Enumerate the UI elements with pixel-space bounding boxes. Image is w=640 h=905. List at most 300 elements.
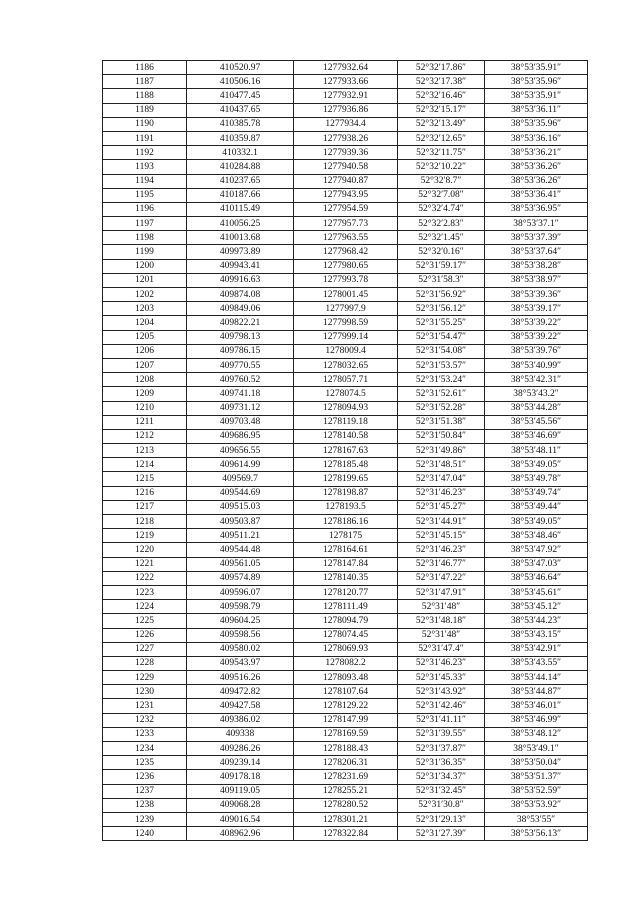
longitude-cell: 38°53′36.95″ — [485, 202, 588, 216]
point-number-cell: 1217 — [103, 500, 187, 514]
latitude-cell: 52°31′48.51″ — [398, 458, 485, 472]
point-number-cell: 1193 — [103, 160, 187, 174]
longitude-cell: 38°53′35.96″ — [485, 75, 588, 89]
x-coordinate-cell: 409574.89 — [187, 571, 294, 585]
point-number-cell: 1188 — [103, 89, 187, 103]
longitude-cell: 38°53′38.97″ — [485, 273, 588, 287]
table-row — [103, 373, 588, 387]
y-coordinate-cell: 1278231.69 — [294, 770, 398, 784]
longitude-cell: 38°53′39.36″ — [485, 288, 588, 302]
latitude-cell: 52°31′32.45″ — [398, 784, 485, 798]
x-coordinate-cell: 409786.15 — [187, 344, 294, 358]
table-row — [103, 458, 588, 472]
y-coordinate-cell: 1277993.78 — [294, 273, 398, 287]
x-coordinate-cell: 410056.25 — [187, 217, 294, 231]
latitude-cell: 52°31′58.3″ — [398, 273, 485, 287]
table-row — [103, 273, 588, 287]
point-number-cell: 1197 — [103, 217, 187, 231]
latitude-cell: 52°31′55.25″ — [398, 316, 485, 330]
point-number-cell: 1208 — [103, 373, 187, 387]
y-coordinate-cell: 1277940.58 — [294, 160, 398, 174]
x-coordinate-cell: 409943.41 — [187, 259, 294, 273]
table-row — [103, 585, 588, 599]
x-coordinate-cell: 409731.12 — [187, 401, 294, 415]
y-coordinate-cell: 1278185.48 — [294, 458, 398, 472]
y-coordinate-cell: 1277997.9 — [294, 302, 398, 316]
table-row — [103, 344, 588, 358]
point-number-cell: 1238 — [103, 798, 187, 812]
latitude-cell: 52°31′45.15″ — [398, 529, 485, 543]
latitude-cell: 52°31′43.92″ — [398, 685, 485, 699]
longitude-cell: 38°53′35.96″ — [485, 117, 588, 131]
point-number-cell: 1228 — [103, 656, 187, 670]
latitude-cell: 52°32′15.17″ — [398, 103, 485, 117]
longitude-cell: 38°53′39.76″ — [485, 344, 588, 358]
table-row — [103, 529, 588, 543]
x-coordinate-cell: 409286.26 — [187, 742, 294, 756]
table-row — [103, 614, 588, 628]
y-coordinate-cell: 1278107.64 — [294, 685, 398, 699]
longitude-cell: 38°53′46.01″ — [485, 699, 588, 713]
table-row — [103, 387, 588, 401]
latitude-cell: 52°31′46.23″ — [398, 656, 485, 670]
point-number-cell: 1216 — [103, 486, 187, 500]
latitude-cell: 52°31′54.47″ — [398, 330, 485, 344]
latitude-cell: 52°31′45.27″ — [398, 500, 485, 514]
point-number-cell: 1192 — [103, 146, 187, 160]
longitude-cell: 38°53′36.41″ — [485, 188, 588, 202]
table-row — [103, 699, 588, 713]
y-coordinate-cell: 1278322.84 — [294, 827, 398, 841]
table-row — [103, 756, 588, 770]
x-coordinate-cell: 409386.02 — [187, 713, 294, 727]
latitude-cell: 52°31′30.8″ — [398, 798, 485, 812]
y-coordinate-cell: 1278032.65 — [294, 358, 398, 372]
y-coordinate-cell: 1277933.66 — [294, 75, 398, 89]
point-number-cell: 1201 — [103, 273, 187, 287]
longitude-cell: 38°53′49.74″ — [485, 486, 588, 500]
x-coordinate-cell: 409686.95 — [187, 429, 294, 443]
coordinates-table — [102, 60, 588, 841]
point-number-cell: 1219 — [103, 529, 187, 543]
point-number-cell: 1190 — [103, 117, 187, 131]
latitude-cell: 52°31′29.13″ — [398, 812, 485, 826]
table-row — [103, 515, 588, 529]
y-coordinate-cell: 1278129.22 — [294, 699, 398, 713]
latitude-cell: 52°31′47.04″ — [398, 472, 485, 486]
latitude-cell: 52°31′47.4″ — [398, 642, 485, 656]
y-coordinate-cell: 1277943.95 — [294, 188, 398, 202]
y-coordinate-cell: 1277980.65 — [294, 259, 398, 273]
longitude-cell: 38°53′37.1″ — [485, 217, 588, 231]
latitude-cell: 52°31′59.17″ — [398, 259, 485, 273]
point-number-cell: 1210 — [103, 401, 187, 415]
latitude-cell: 52°31′47.91″ — [398, 585, 485, 599]
longitude-cell: 38°53′44.23″ — [485, 614, 588, 628]
longitude-cell: 38°53′47.92″ — [485, 543, 588, 557]
table-row — [103, 131, 588, 145]
point-number-cell: 1221 — [103, 557, 187, 571]
table-row — [103, 288, 588, 302]
longitude-cell: 38°53′45.61″ — [485, 585, 588, 599]
table-row — [103, 685, 588, 699]
point-number-cell: 1226 — [103, 628, 187, 642]
x-coordinate-cell: 410437.65 — [187, 103, 294, 117]
table-row — [103, 557, 588, 571]
point-number-cell: 1205 — [103, 330, 187, 344]
longitude-cell: 38°53′44.28″ — [485, 401, 588, 415]
table-row — [103, 330, 588, 344]
point-number-cell: 1222 — [103, 571, 187, 585]
x-coordinate-cell: 409472.82 — [187, 685, 294, 699]
x-coordinate-cell: 409798.13 — [187, 330, 294, 344]
x-coordinate-cell: 409580.02 — [187, 642, 294, 656]
x-coordinate-cell: 409515.03 — [187, 500, 294, 514]
table-row — [103, 600, 588, 614]
y-coordinate-cell: 1277968.42 — [294, 245, 398, 259]
latitude-cell: 52°31′49.86″ — [398, 444, 485, 458]
longitude-cell: 38°53′37.39″ — [485, 231, 588, 245]
point-number-cell: 1212 — [103, 429, 187, 443]
longitude-cell: 38°53′42.31″ — [485, 373, 588, 387]
x-coordinate-cell: 409119.05 — [187, 784, 294, 798]
point-number-cell: 1240 — [103, 827, 187, 841]
longitude-cell: 38°53′37.64″ — [485, 245, 588, 259]
y-coordinate-cell: 1278193.5 — [294, 500, 398, 514]
x-coordinate-cell: 409503.87 — [187, 515, 294, 529]
latitude-cell: 52°32′2.83″ — [398, 217, 485, 231]
latitude-cell: 52°32′13.49″ — [398, 117, 485, 131]
x-coordinate-cell: 409874.08 — [187, 288, 294, 302]
x-coordinate-cell: 410237.65 — [187, 174, 294, 188]
longitude-cell: 38°53′55″ — [485, 812, 588, 826]
point-number-cell: 1204 — [103, 316, 187, 330]
x-coordinate-cell: 409598.56 — [187, 628, 294, 642]
table-row — [103, 401, 588, 415]
longitude-cell: 38°53′44.87″ — [485, 685, 588, 699]
point-number-cell: 1199 — [103, 245, 187, 259]
longitude-cell: 38°53′40.99″ — [485, 358, 588, 372]
y-coordinate-cell: 1278198.87 — [294, 486, 398, 500]
y-coordinate-cell: 1278188.43 — [294, 742, 398, 756]
table-row — [103, 727, 588, 741]
longitude-cell: 38°53′49.44″ — [485, 500, 588, 514]
x-coordinate-cell: 410013.68 — [187, 231, 294, 245]
point-number-cell: 1215 — [103, 472, 187, 486]
table-row — [103, 89, 588, 103]
y-coordinate-cell: 1278120.77 — [294, 585, 398, 599]
y-coordinate-cell: 1278094.93 — [294, 401, 398, 415]
table-row — [103, 415, 588, 429]
y-coordinate-cell: 1278009.4 — [294, 344, 398, 358]
longitude-cell: 38°53′43.15″ — [485, 628, 588, 642]
y-coordinate-cell: 1278074.5 — [294, 387, 398, 401]
longitude-cell: 38°53′47.03″ — [485, 557, 588, 571]
point-number-cell: 1229 — [103, 671, 187, 685]
y-coordinate-cell: 1277936.86 — [294, 103, 398, 117]
y-coordinate-cell: 1278093.48 — [294, 671, 398, 685]
point-number-cell: 1232 — [103, 713, 187, 727]
longitude-cell: 38°53′51.37″ — [485, 770, 588, 784]
x-coordinate-cell: 409543.97 — [187, 656, 294, 670]
latitude-cell: 52°32′17.86″ — [398, 61, 485, 75]
point-number-cell: 1237 — [103, 784, 187, 798]
y-coordinate-cell: 1278167.63 — [294, 444, 398, 458]
longitude-cell: 38°53′48.12″ — [485, 727, 588, 741]
x-coordinate-cell: 409239.14 — [187, 756, 294, 770]
latitude-cell: 52°31′52.28″ — [398, 401, 485, 415]
latitude-cell: 52°31′46.23″ — [398, 543, 485, 557]
latitude-cell: 52°31′56.92″ — [398, 288, 485, 302]
x-coordinate-cell: 409598.79 — [187, 600, 294, 614]
y-coordinate-cell: 1278280.52 — [294, 798, 398, 812]
longitude-cell: 38°53′42.91″ — [485, 642, 588, 656]
longitude-cell: 38°53′56.13″ — [485, 827, 588, 841]
y-coordinate-cell: 1278255.21 — [294, 784, 398, 798]
latitude-cell: 52°31′37.87″ — [398, 742, 485, 756]
y-coordinate-cell: 1277999.14 — [294, 330, 398, 344]
point-number-cell: 1233 — [103, 727, 187, 741]
longitude-cell: 38°53′43.2″ — [485, 387, 588, 401]
point-number-cell: 1196 — [103, 202, 187, 216]
latitude-cell: 52°32′1.45″ — [398, 231, 485, 245]
longitude-cell: 38°53′35.91″ — [485, 61, 588, 75]
table-row — [103, 259, 588, 273]
x-coordinate-cell: 409569.7 — [187, 472, 294, 486]
latitude-cell: 52°32′8.7″ — [398, 174, 485, 188]
y-coordinate-cell: 1278147.99 — [294, 713, 398, 727]
table-row — [103, 713, 588, 727]
y-coordinate-cell: 1278001.45 — [294, 288, 398, 302]
x-coordinate-cell: 409604.25 — [187, 614, 294, 628]
latitude-cell: 52°31′42.46″ — [398, 699, 485, 713]
longitude-cell: 38°53′45.12″ — [485, 600, 588, 614]
x-coordinate-cell: 408962.96 — [187, 827, 294, 841]
y-coordinate-cell: 1278169.59 — [294, 727, 398, 741]
x-coordinate-cell: 410332.1 — [187, 146, 294, 160]
table-row — [103, 160, 588, 174]
latitude-cell: 52°31′46.23″ — [398, 486, 485, 500]
point-number-cell: 1206 — [103, 344, 187, 358]
table-row — [103, 358, 588, 372]
x-coordinate-cell: 410506.16 — [187, 75, 294, 89]
x-coordinate-cell: 410284.88 — [187, 160, 294, 174]
x-coordinate-cell: 409516.26 — [187, 671, 294, 685]
longitude-cell: 38°53′48.46″ — [485, 529, 588, 543]
longitude-cell: 38°53′46.69″ — [485, 429, 588, 443]
longitude-cell: 38°53′36.16″ — [485, 131, 588, 145]
table-row — [103, 571, 588, 585]
point-number-cell: 1218 — [103, 515, 187, 529]
table-row — [103, 146, 588, 160]
longitude-cell: 38°53′38.28″ — [485, 259, 588, 273]
point-number-cell: 1220 — [103, 543, 187, 557]
table-row — [103, 671, 588, 685]
latitude-cell: 52°31′45.33″ — [398, 671, 485, 685]
latitude-cell: 52°31′46.77″ — [398, 557, 485, 571]
longitude-cell: 38°53′50.04″ — [485, 756, 588, 770]
latitude-cell: 52°31′34.37″ — [398, 770, 485, 784]
latitude-cell: 52°31′47.22″ — [398, 571, 485, 585]
longitude-cell: 38°53′39.17″ — [485, 302, 588, 316]
latitude-cell: 52°31′52.61″ — [398, 387, 485, 401]
y-coordinate-cell: 1277963.55 — [294, 231, 398, 245]
longitude-cell: 38°53′49.05″ — [485, 458, 588, 472]
table-row — [103, 486, 588, 500]
point-number-cell: 1195 — [103, 188, 187, 202]
latitude-cell: 52°31′48.18″ — [398, 614, 485, 628]
longitude-cell: 38°53′46.99″ — [485, 713, 588, 727]
table-row — [103, 444, 588, 458]
latitude-cell: 52°32′4.74″ — [398, 202, 485, 216]
table-row — [103, 231, 588, 245]
x-coordinate-cell: 409916.63 — [187, 273, 294, 287]
latitude-cell: 52°32′7.08″ — [398, 188, 485, 202]
point-number-cell: 1209 — [103, 387, 187, 401]
table-row — [103, 61, 588, 75]
latitude-cell: 52°31′41.11″ — [398, 713, 485, 727]
table-row — [103, 770, 588, 784]
point-number-cell: 1214 — [103, 458, 187, 472]
table-row — [103, 117, 588, 131]
table-row — [103, 742, 588, 756]
y-coordinate-cell: 1277957.73 — [294, 217, 398, 231]
longitude-cell: 38°53′45.56″ — [485, 415, 588, 429]
longitude-cell: 38°53′48.11″ — [485, 444, 588, 458]
point-number-cell: 1194 — [103, 174, 187, 188]
latitude-cell: 52°31′48″ — [398, 600, 485, 614]
x-coordinate-cell: 410520.97 — [187, 61, 294, 75]
point-number-cell: 1189 — [103, 103, 187, 117]
y-coordinate-cell: 1278164.61 — [294, 543, 398, 557]
table-row — [103, 245, 588, 259]
y-coordinate-cell: 1278119.18 — [294, 415, 398, 429]
y-coordinate-cell: 1278147.84 — [294, 557, 398, 571]
point-number-cell: 1239 — [103, 812, 187, 826]
x-coordinate-cell: 409760.52 — [187, 373, 294, 387]
latitude-cell: 52°31′53.57″ — [398, 358, 485, 372]
y-coordinate-cell: 1277932.64 — [294, 61, 398, 75]
y-coordinate-cell: 1278069.93 — [294, 642, 398, 656]
table-row — [103, 316, 588, 330]
x-coordinate-cell: 409849.06 — [187, 302, 294, 316]
latitude-cell: 52°32′12.65″ — [398, 131, 485, 145]
point-number-cell: 1223 — [103, 585, 187, 599]
table-row — [103, 642, 588, 656]
longitude-cell: 38°53′39.22″ — [485, 316, 588, 330]
point-number-cell: 1227 — [103, 642, 187, 656]
longitude-cell: 38°53′49.1″ — [485, 742, 588, 756]
table-row — [103, 202, 588, 216]
table-row — [103, 174, 588, 188]
y-coordinate-cell: 1277934.4 — [294, 117, 398, 131]
latitude-cell: 52°31′56.12″ — [398, 302, 485, 316]
point-number-cell: 1198 — [103, 231, 187, 245]
point-number-cell: 1231 — [103, 699, 187, 713]
point-number-cell: 1187 — [103, 75, 187, 89]
x-coordinate-cell: 409016.54 — [187, 812, 294, 826]
point-number-cell: 1234 — [103, 742, 187, 756]
y-coordinate-cell: 1278094.79 — [294, 614, 398, 628]
x-coordinate-cell: 409544.48 — [187, 543, 294, 557]
longitude-cell: 38°53′52.59″ — [485, 784, 588, 798]
latitude-cell: 52°31′54.08″ — [398, 344, 485, 358]
longitude-cell: 38°53′36.21″ — [485, 146, 588, 160]
x-coordinate-cell: 409770.55 — [187, 358, 294, 372]
longitude-cell: 38°53′53.92″ — [485, 798, 588, 812]
table-row — [103, 75, 588, 89]
latitude-cell: 52°32′16.46″ — [398, 89, 485, 103]
y-coordinate-cell: 1278140.35 — [294, 571, 398, 585]
longitude-cell: 38°53′35.91″ — [485, 89, 588, 103]
longitude-cell: 38°53′49.05″ — [485, 515, 588, 529]
x-coordinate-cell: 410477.45 — [187, 89, 294, 103]
point-number-cell: 1224 — [103, 600, 187, 614]
y-coordinate-cell: 1278199.65 — [294, 472, 398, 486]
y-coordinate-cell: 1277939.36 — [294, 146, 398, 160]
latitude-cell: 52°32′11.75″ — [398, 146, 485, 160]
longitude-cell: 38°53′43.55″ — [485, 656, 588, 670]
longitude-cell: 38°53′39.22″ — [485, 330, 588, 344]
x-coordinate-cell: 410115.49 — [187, 202, 294, 216]
latitude-cell: 52°31′48″ — [398, 628, 485, 642]
y-coordinate-cell: 1277954.59 — [294, 202, 398, 216]
y-coordinate-cell: 1278301.21 — [294, 812, 398, 826]
y-coordinate-cell: 1278140.58 — [294, 429, 398, 443]
y-coordinate-cell: 1278082.2 — [294, 656, 398, 670]
table-row — [103, 302, 588, 316]
point-number-cell: 1200 — [103, 259, 187, 273]
latitude-cell: 52°32′0.16″ — [398, 245, 485, 259]
point-number-cell: 1202 — [103, 288, 187, 302]
x-coordinate-cell: 410187.66 — [187, 188, 294, 202]
longitude-cell: 38°53′36.26″ — [485, 160, 588, 174]
point-number-cell: 1203 — [103, 302, 187, 316]
y-coordinate-cell: 1278206.31 — [294, 756, 398, 770]
y-coordinate-cell: 1278186.16 — [294, 515, 398, 529]
x-coordinate-cell: 410385.78 — [187, 117, 294, 131]
x-coordinate-cell: 409973.89 — [187, 245, 294, 259]
table-row — [103, 827, 588, 841]
table-row — [103, 429, 588, 443]
longitude-cell: 38°53′44.14″ — [485, 671, 588, 685]
x-coordinate-cell: 409178.18 — [187, 770, 294, 784]
y-coordinate-cell: 1278111.49 — [294, 600, 398, 614]
table-row — [103, 656, 588, 670]
table-row — [103, 628, 588, 642]
table-row — [103, 500, 588, 514]
x-coordinate-cell: 409338 — [187, 727, 294, 741]
latitude-cell: 52°31′44.91″ — [398, 515, 485, 529]
point-number-cell: 1207 — [103, 358, 187, 372]
longitude-cell: 38°53′36.11″ — [485, 103, 588, 117]
point-number-cell: 1236 — [103, 770, 187, 784]
x-coordinate-cell: 409741.18 — [187, 387, 294, 401]
table-row — [103, 472, 588, 486]
x-coordinate-cell: 410359.87 — [187, 131, 294, 145]
longitude-cell: 38°53′36.26″ — [485, 174, 588, 188]
table-row — [103, 188, 588, 202]
x-coordinate-cell: 409703.48 — [187, 415, 294, 429]
table-row — [103, 784, 588, 798]
x-coordinate-cell: 409561.05 — [187, 557, 294, 571]
x-coordinate-cell: 409427.58 — [187, 699, 294, 713]
point-number-cell: 1186 — [103, 61, 187, 75]
longitude-cell: 38°53′46.64″ — [485, 571, 588, 585]
x-coordinate-cell: 409596.07 — [187, 585, 294, 599]
x-coordinate-cell: 409614.99 — [187, 458, 294, 472]
y-coordinate-cell: 1277938.26 — [294, 131, 398, 145]
